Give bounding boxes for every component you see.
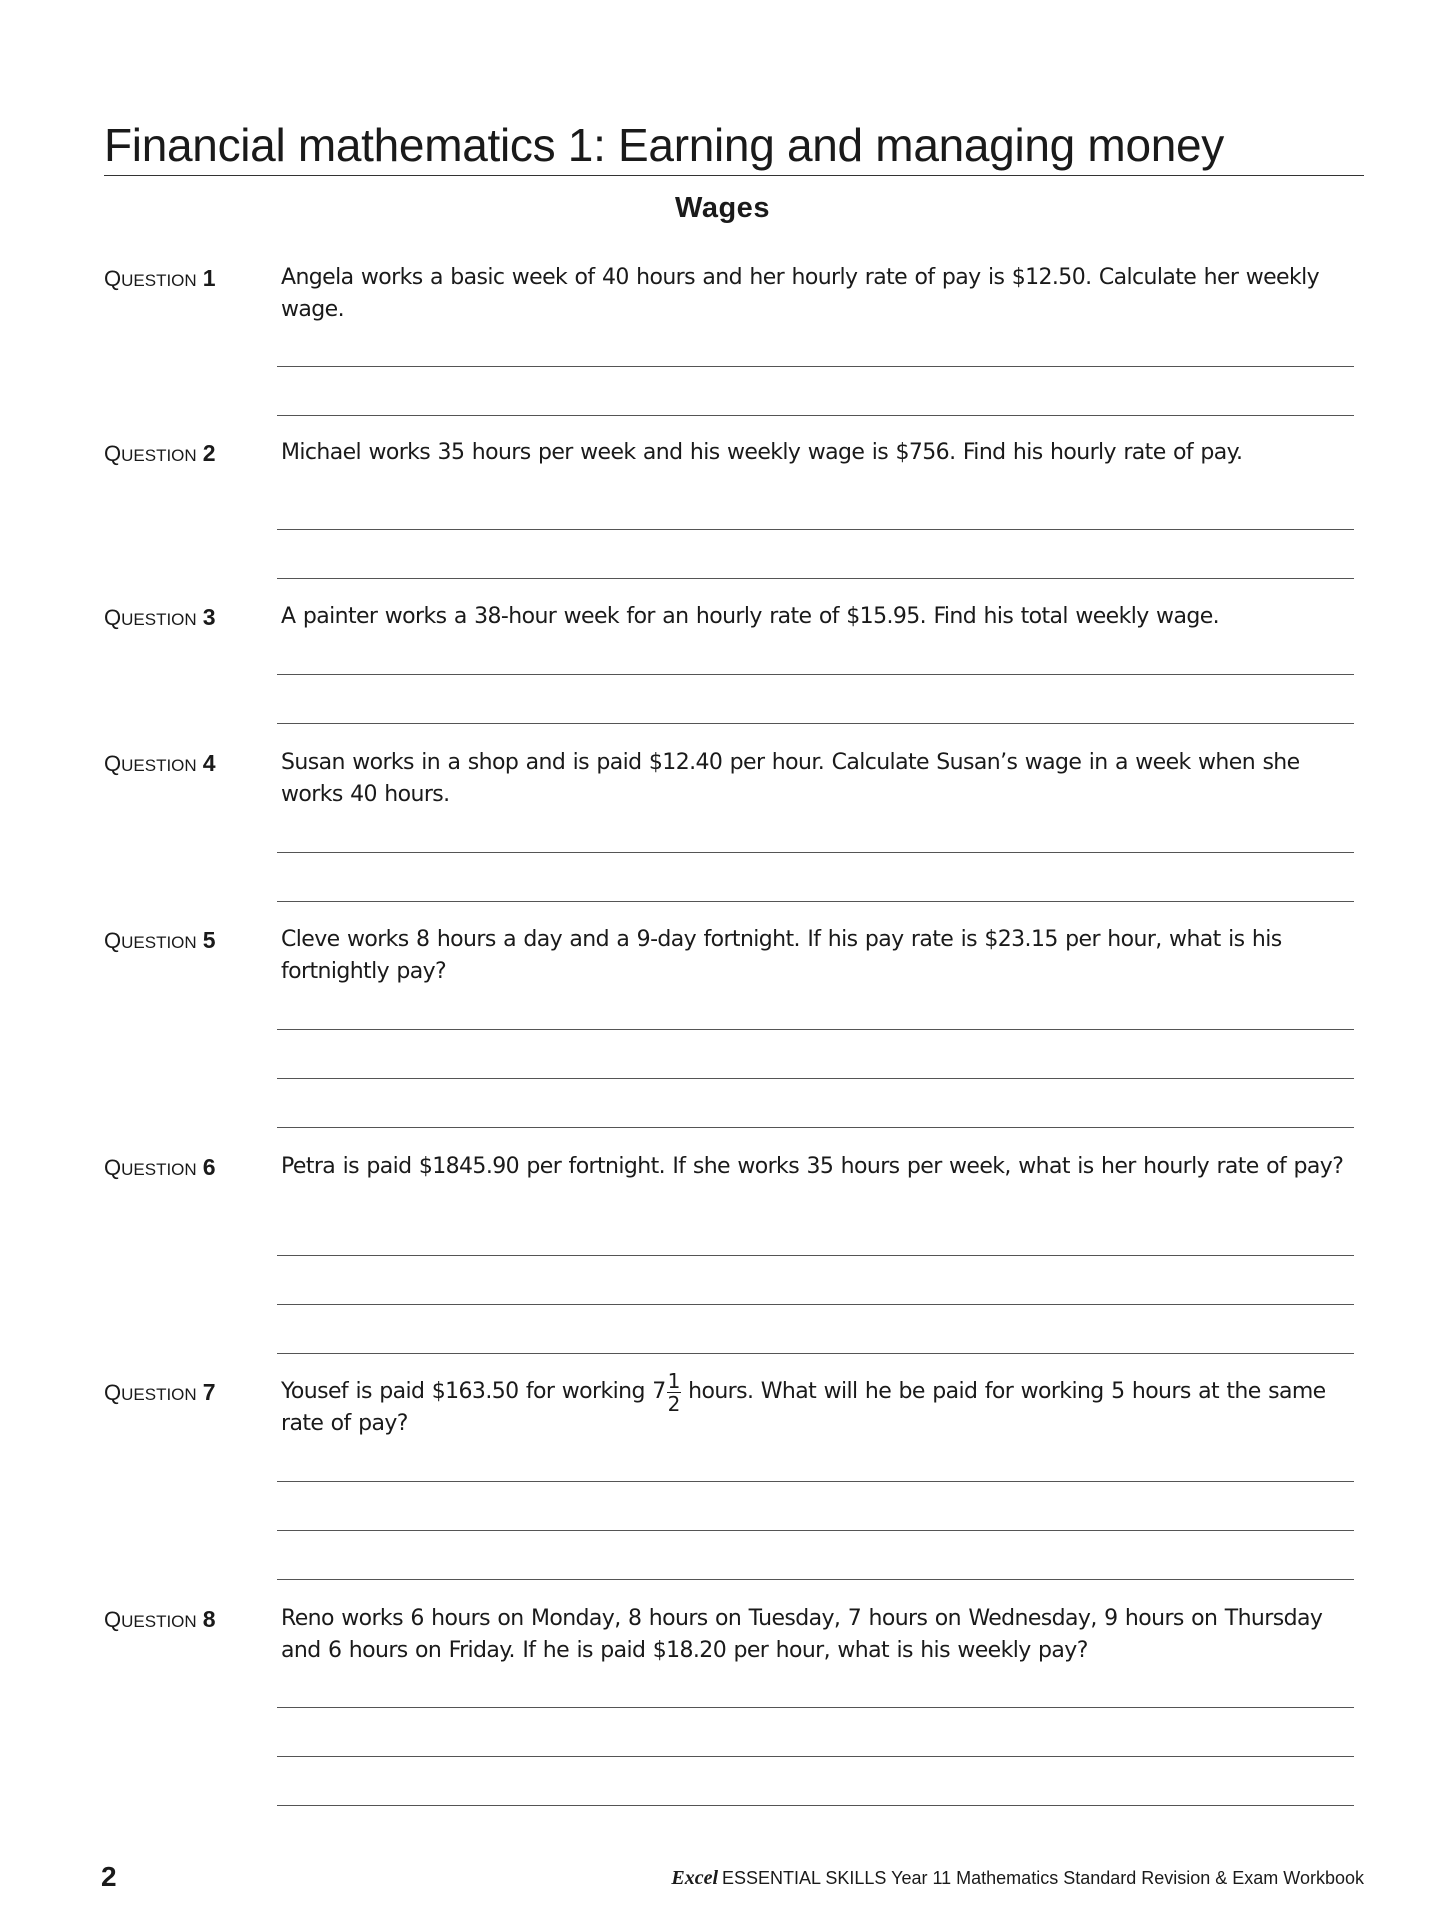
question-word-initial: Q [104, 1607, 122, 1632]
question-text: Angela works a basic week of 40 hours and her hourly rate of pay is $12.50. Calculate her weekly wage. [281, 265, 1320, 322]
title-rule [104, 175, 1364, 176]
book-title-text: ESSENTIAL SKILLS Year 11 Mathematics Standard Revision & Exam Workbook [722, 1868, 1364, 1888]
question-number: 2 [202, 440, 216, 466]
question-label [104, 1603, 215, 1638]
answer-line[interactable] [277, 1805, 1354, 1806]
answer-line[interactable] [277, 674, 1354, 675]
question-label [104, 262, 215, 297]
fraction-denominator: 2 [667, 1391, 680, 1416]
answer-line[interactable] [277, 1255, 1354, 1256]
question-word-rest: UESTION [121, 933, 197, 952]
question-word-rest: UESTION [121, 271, 197, 290]
question-number: 6 [202, 1154, 216, 1180]
question-word-initial: Q [104, 1380, 122, 1405]
question-text: Susan works in a shop and is paid $12.40 per hour. Calculate Susan’s wage in a week when she works 40 hours. [281, 750, 1300, 807]
answer-line[interactable] [277, 529, 1354, 530]
question-word-initial: Q [104, 1155, 122, 1180]
section-heading: Wages [675, 192, 770, 224]
answer-line[interactable] [277, 1127, 1354, 1128]
question-word-rest: UESTION [121, 610, 197, 629]
page-number: 2 [101, 1861, 117, 1892]
fraction-numerator: 1 [667, 1368, 680, 1393]
question-word-rest: UESTION [121, 1385, 197, 1404]
question-text: A painter works a 38-hour week for an hourly rate of $15.95. Find his total weekly wage. [281, 604, 1220, 629]
question-label [104, 1151, 215, 1186]
question-text: Petra is paid $1845.90 per fortnight. If she works 35 hours per week, what is her hourly rate of pay? [281, 1154, 1344, 1179]
question-word-rest: UESTION [121, 1160, 197, 1179]
answer-line[interactable] [277, 901, 1354, 902]
answer-line[interactable] [277, 1530, 1354, 1531]
question-word-initial: Q [104, 928, 122, 953]
answer-line[interactable] [277, 723, 1354, 724]
brand-logo: Excel [671, 1867, 719, 1889]
question-word-initial: Q [104, 441, 122, 466]
answer-line[interactable] [277, 1756, 1354, 1757]
question-text-before: Yousef is paid $163.50 for working 7 [281, 1379, 666, 1404]
question-word-initial: Q [104, 605, 122, 630]
question-label [104, 747, 215, 782]
answer-line[interactable] [277, 1078, 1354, 1079]
question-word-rest: UESTION [121, 756, 197, 775]
answer-line[interactable] [277, 578, 1354, 579]
question-text: Michael works 35 hours per week and his weekly wage is $756. Find his hourly rate of pay. [281, 440, 1243, 465]
question-word-initial: Q [104, 266, 122, 291]
answer-line[interactable] [277, 1707, 1354, 1708]
question-word-rest: UESTION [121, 446, 197, 465]
question-label [104, 601, 215, 636]
question-word-rest: UESTION [121, 1612, 197, 1631]
question-number: 5 [202, 927, 216, 953]
question-label [104, 924, 215, 959]
question-text-after: hours. What will he be paid for working 5 hours at the same rate of pay? [281, 1379, 1326, 1436]
question-text [281, 1368, 1361, 1440]
fraction-one-half [667, 1368, 681, 1416]
question-text: Reno works 6 hours on Monday, 8 hours on Tuesday, 7 hours on Wednesday, 9 hours on Thursday and 6 hours on Friday. If he is paid $18.20 per hour, what is his weekly pay? [281, 1606, 1323, 1663]
question-number: 3 [202, 604, 216, 630]
answer-line[interactable] [277, 1353, 1354, 1354]
answer-line[interactable] [277, 1304, 1354, 1305]
answer-line[interactable] [277, 415, 1354, 416]
question-number: 4 [202, 750, 216, 776]
question-number: 8 [202, 1606, 216, 1632]
answer-line[interactable] [277, 1029, 1354, 1030]
page-title: Financial mathematics 1: Earning and managing money [104, 119, 1224, 171]
answer-line[interactable] [277, 366, 1354, 367]
question-word-initial: Q [104, 751, 122, 776]
answer-line[interactable] [277, 852, 1354, 853]
question-text: Cleve works 8 hours a day and a 9-day fortnight. If his pay rate is $23.15 per hour, what is his fortnightly pay? [281, 927, 1282, 984]
question-label [104, 437, 215, 472]
answer-line[interactable] [277, 1579, 1354, 1580]
question-number: 7 [202, 1379, 216, 1405]
question-label [104, 1376, 215, 1411]
question-number: 1 [202, 265, 216, 291]
book-title [671, 1866, 1364, 1890]
answer-line[interactable] [277, 1481, 1354, 1482]
